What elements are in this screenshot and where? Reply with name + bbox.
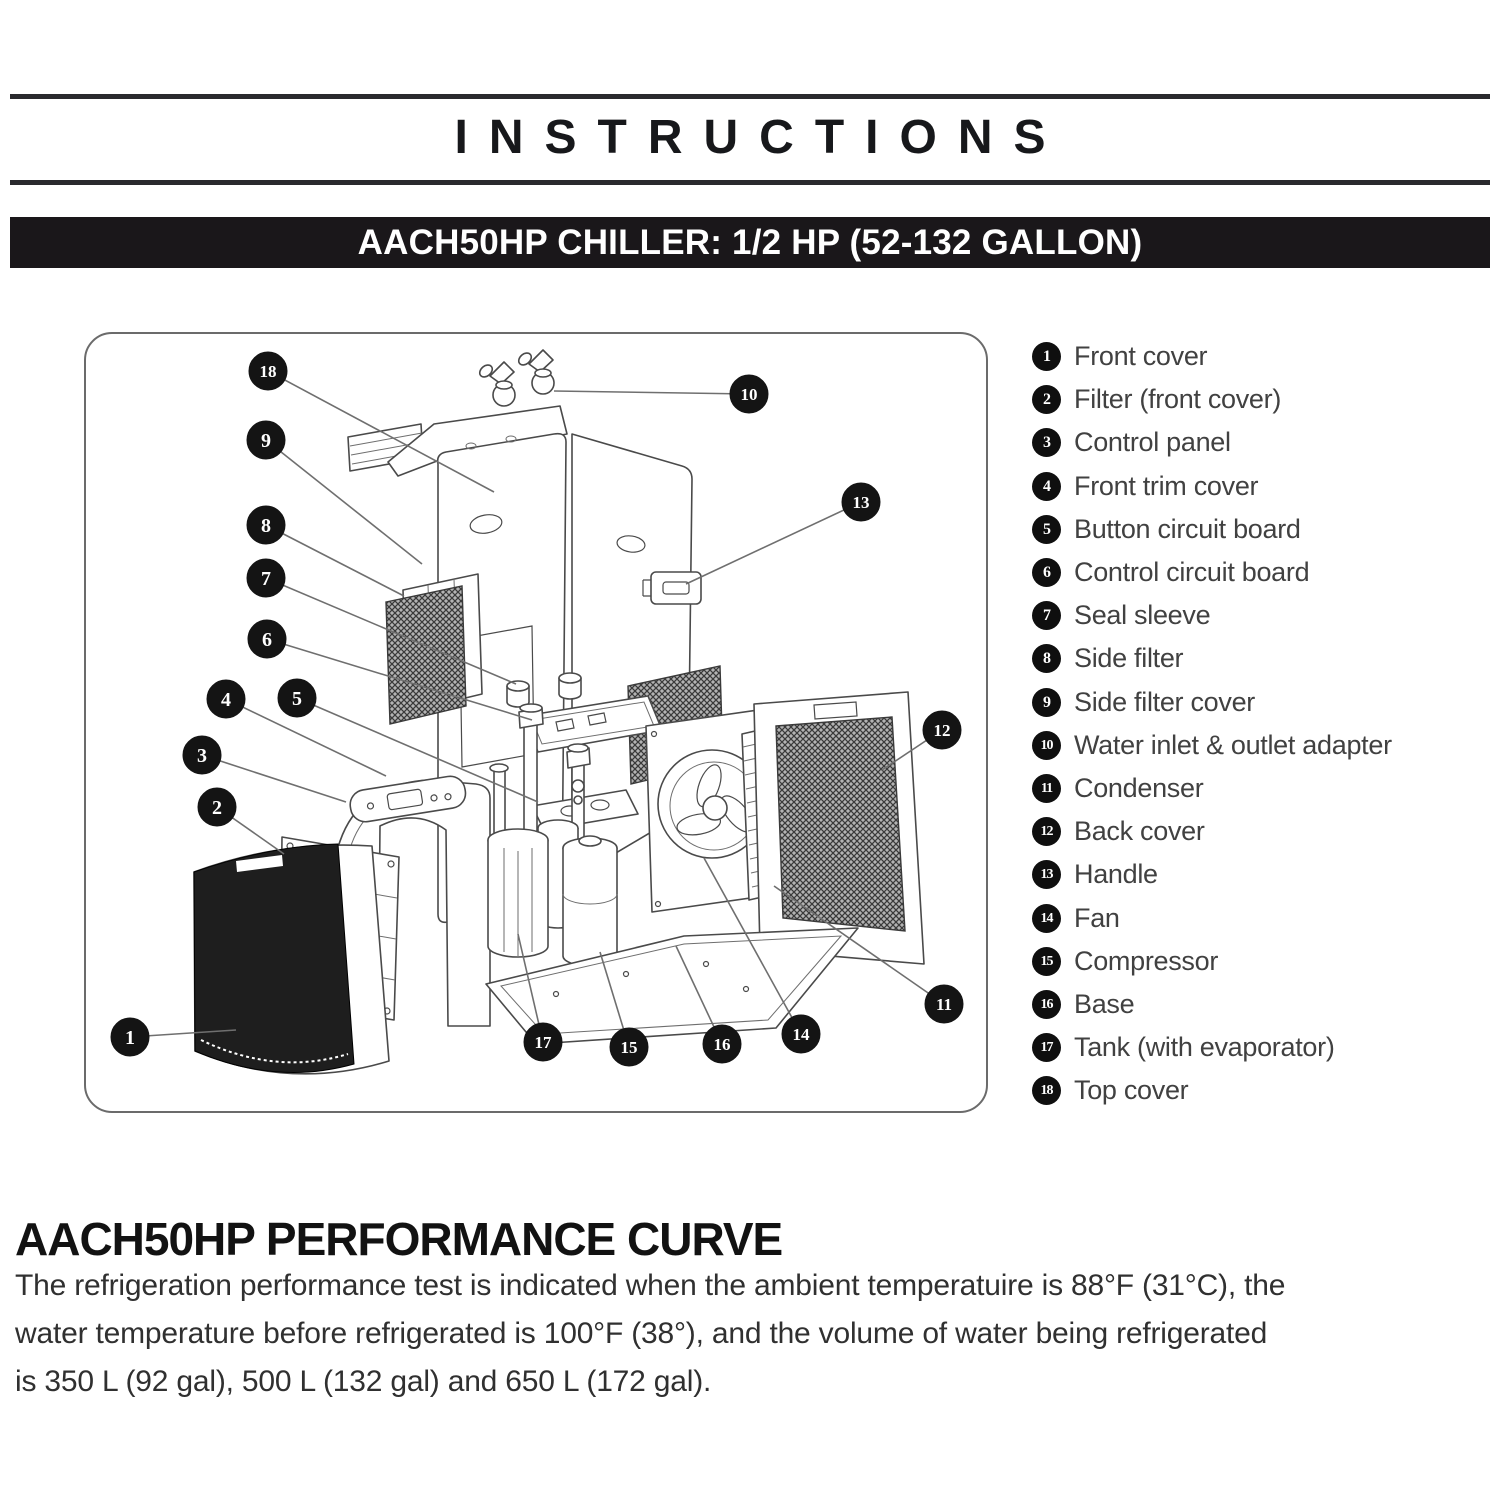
parts-list-item	[1032, 378, 1472, 421]
part-number-badge: 2	[1032, 385, 1061, 414]
part-number-badge: 6	[1032, 558, 1061, 587]
part-label: Top cover	[1074, 1075, 1189, 1106]
parts-list-item	[1032, 896, 1472, 939]
part-label: Base	[1074, 988, 1135, 1019]
callout-16	[703, 1025, 741, 1063]
part-number-badge: 17	[1032, 1033, 1061, 1062]
part-number-badge: 15	[1032, 947, 1061, 976]
part-number-badge: 12	[1032, 817, 1061, 846]
leader-line-13	[686, 502, 861, 584]
part-number-badge: 10	[1032, 731, 1061, 760]
callout-5	[278, 679, 316, 717]
callout-12	[923, 711, 961, 749]
callout-number: 12	[933, 721, 951, 741]
parts-list-item	[1032, 637, 1472, 680]
part-label: Filter (front cover)	[1074, 384, 1282, 415]
part-number-badge: 5	[1032, 515, 1061, 544]
part-label: Button circuit board	[1074, 513, 1301, 544]
callout-9	[247, 421, 285, 459]
page-title: INSTRUCTIONS	[454, 111, 1067, 164]
parts-list-item	[1032, 1069, 1472, 1112]
callout-number: 10	[740, 385, 758, 405]
callout-number: 16	[713, 1035, 731, 1055]
part-label: Tank (with evaporator)	[1074, 1032, 1335, 1063]
leader-line-10	[554, 391, 749, 394]
part-number-badge: 11	[1032, 774, 1061, 803]
exploded-diagram-panel	[84, 332, 988, 1113]
callout-number: 3	[197, 745, 207, 768]
parts-list-item	[1032, 1026, 1472, 1069]
part-number-badge: 9	[1032, 688, 1061, 717]
model-banner: AACH50HP CHILLER: 1/2 HP (52-132 GALLON)	[10, 217, 1490, 268]
part-label: Fan	[1074, 902, 1120, 933]
callout-number: 2	[212, 797, 222, 820]
mid-rule	[10, 180, 1490, 185]
performance-paragraph-line: The refrigeration performance test is indicated when the ambient temperatuire is 88°F (31°C), the	[15, 1269, 1286, 1302]
part-label: Control circuit board	[1074, 557, 1310, 588]
parts-list-item	[1032, 724, 1472, 767]
compressor-shape	[563, 836, 617, 966]
back-cover-shape	[754, 692, 924, 964]
part-number-badge: 3	[1032, 428, 1061, 457]
callout-15	[610, 1028, 648, 1066]
part-label: Front trim cover	[1074, 470, 1259, 501]
callout-number: 14	[792, 1025, 810, 1045]
parts-list-item	[1032, 508, 1472, 551]
callout-number: 7	[261, 568, 271, 591]
parts-list-item	[1032, 940, 1472, 983]
water-adapter-shape	[477, 350, 554, 406]
callout-18	[249, 352, 287, 390]
part-label: Front cover	[1074, 341, 1208, 372]
leader-line-8	[266, 525, 404, 596]
callout-4	[207, 680, 245, 718]
part-label: Condenser	[1074, 772, 1204, 803]
callout-7	[247, 559, 285, 597]
performance-paragraph-line: is 350 L (92 gal), 500 L (132 gal) and 650 L (172 gal).	[15, 1365, 712, 1398]
parts-list-item	[1032, 767, 1472, 810]
parts-list-item	[1032, 421, 1472, 464]
part-label: Side filter	[1074, 643, 1184, 674]
top-rule	[10, 94, 1490, 99]
parts-list-item	[1032, 983, 1472, 1026]
part-label: Back cover	[1074, 816, 1205, 847]
handle-shape	[643, 572, 701, 604]
callout-13	[842, 483, 880, 521]
callout-number: 8	[261, 515, 271, 538]
parts-list-item	[1032, 465, 1472, 508]
part-number-badge: 13	[1032, 860, 1061, 889]
parts-list-item	[1032, 335, 1472, 378]
callout-number: 5	[292, 688, 302, 711]
parts-list	[1032, 335, 1472, 1112]
parts-list-item	[1032, 853, 1472, 896]
parts-list-item	[1032, 551, 1472, 594]
callout-number: 1	[125, 1027, 135, 1050]
performance-heading: AACH50HP PERFORMANCE CURVE	[15, 1213, 783, 1265]
callout-number: 13	[852, 493, 870, 513]
front-cover-shape	[194, 844, 389, 1074]
part-number-badge: 8	[1032, 644, 1061, 673]
part-label: Side filter cover	[1074, 686, 1255, 717]
callout-number: 4	[221, 689, 231, 712]
callout-number: 18	[259, 362, 277, 382]
callout-1	[111, 1018, 149, 1056]
callout-11	[925, 985, 963, 1023]
callout-17	[524, 1023, 562, 1061]
part-number-badge: 1	[1032, 342, 1061, 371]
part-number-badge: 4	[1032, 472, 1061, 501]
callout-6	[248, 620, 286, 658]
parts-list-item	[1032, 681, 1472, 724]
part-number-badge: 16	[1032, 990, 1061, 1019]
part-label: Water inlet & outlet adapter	[1074, 729, 1392, 760]
part-number-badge: 14	[1032, 904, 1061, 933]
callout-number: 6	[262, 629, 272, 652]
callout-3	[183, 736, 221, 774]
callout-10	[730, 375, 768, 413]
part-label: Seal sleeve	[1074, 600, 1211, 631]
performance-paragraph	[15, 1262, 1493, 1406]
callout-number: 15	[620, 1038, 638, 1058]
part-label: Control panel	[1074, 427, 1231, 458]
callout-number: 17	[534, 1033, 552, 1053]
performance-paragraph-line: water temperature before refrigerated is 100°F (38°), and the volume of water being refrigerated	[15, 1317, 1268, 1350]
callout-14	[782, 1015, 820, 1053]
parts-list-item	[1032, 594, 1472, 637]
callout-number: 11	[935, 995, 953, 1015]
parts-list-item	[1032, 810, 1472, 853]
part-number-badge: 7	[1032, 601, 1061, 630]
callout-number: 9	[261, 430, 271, 453]
callout-8	[247, 506, 285, 544]
exploded-diagram	[86, 334, 986, 1111]
callout-2	[198, 788, 236, 826]
part-label: Compressor	[1074, 945, 1219, 976]
part-label: Handle	[1074, 859, 1158, 890]
part-number-badge: 18	[1032, 1076, 1061, 1105]
